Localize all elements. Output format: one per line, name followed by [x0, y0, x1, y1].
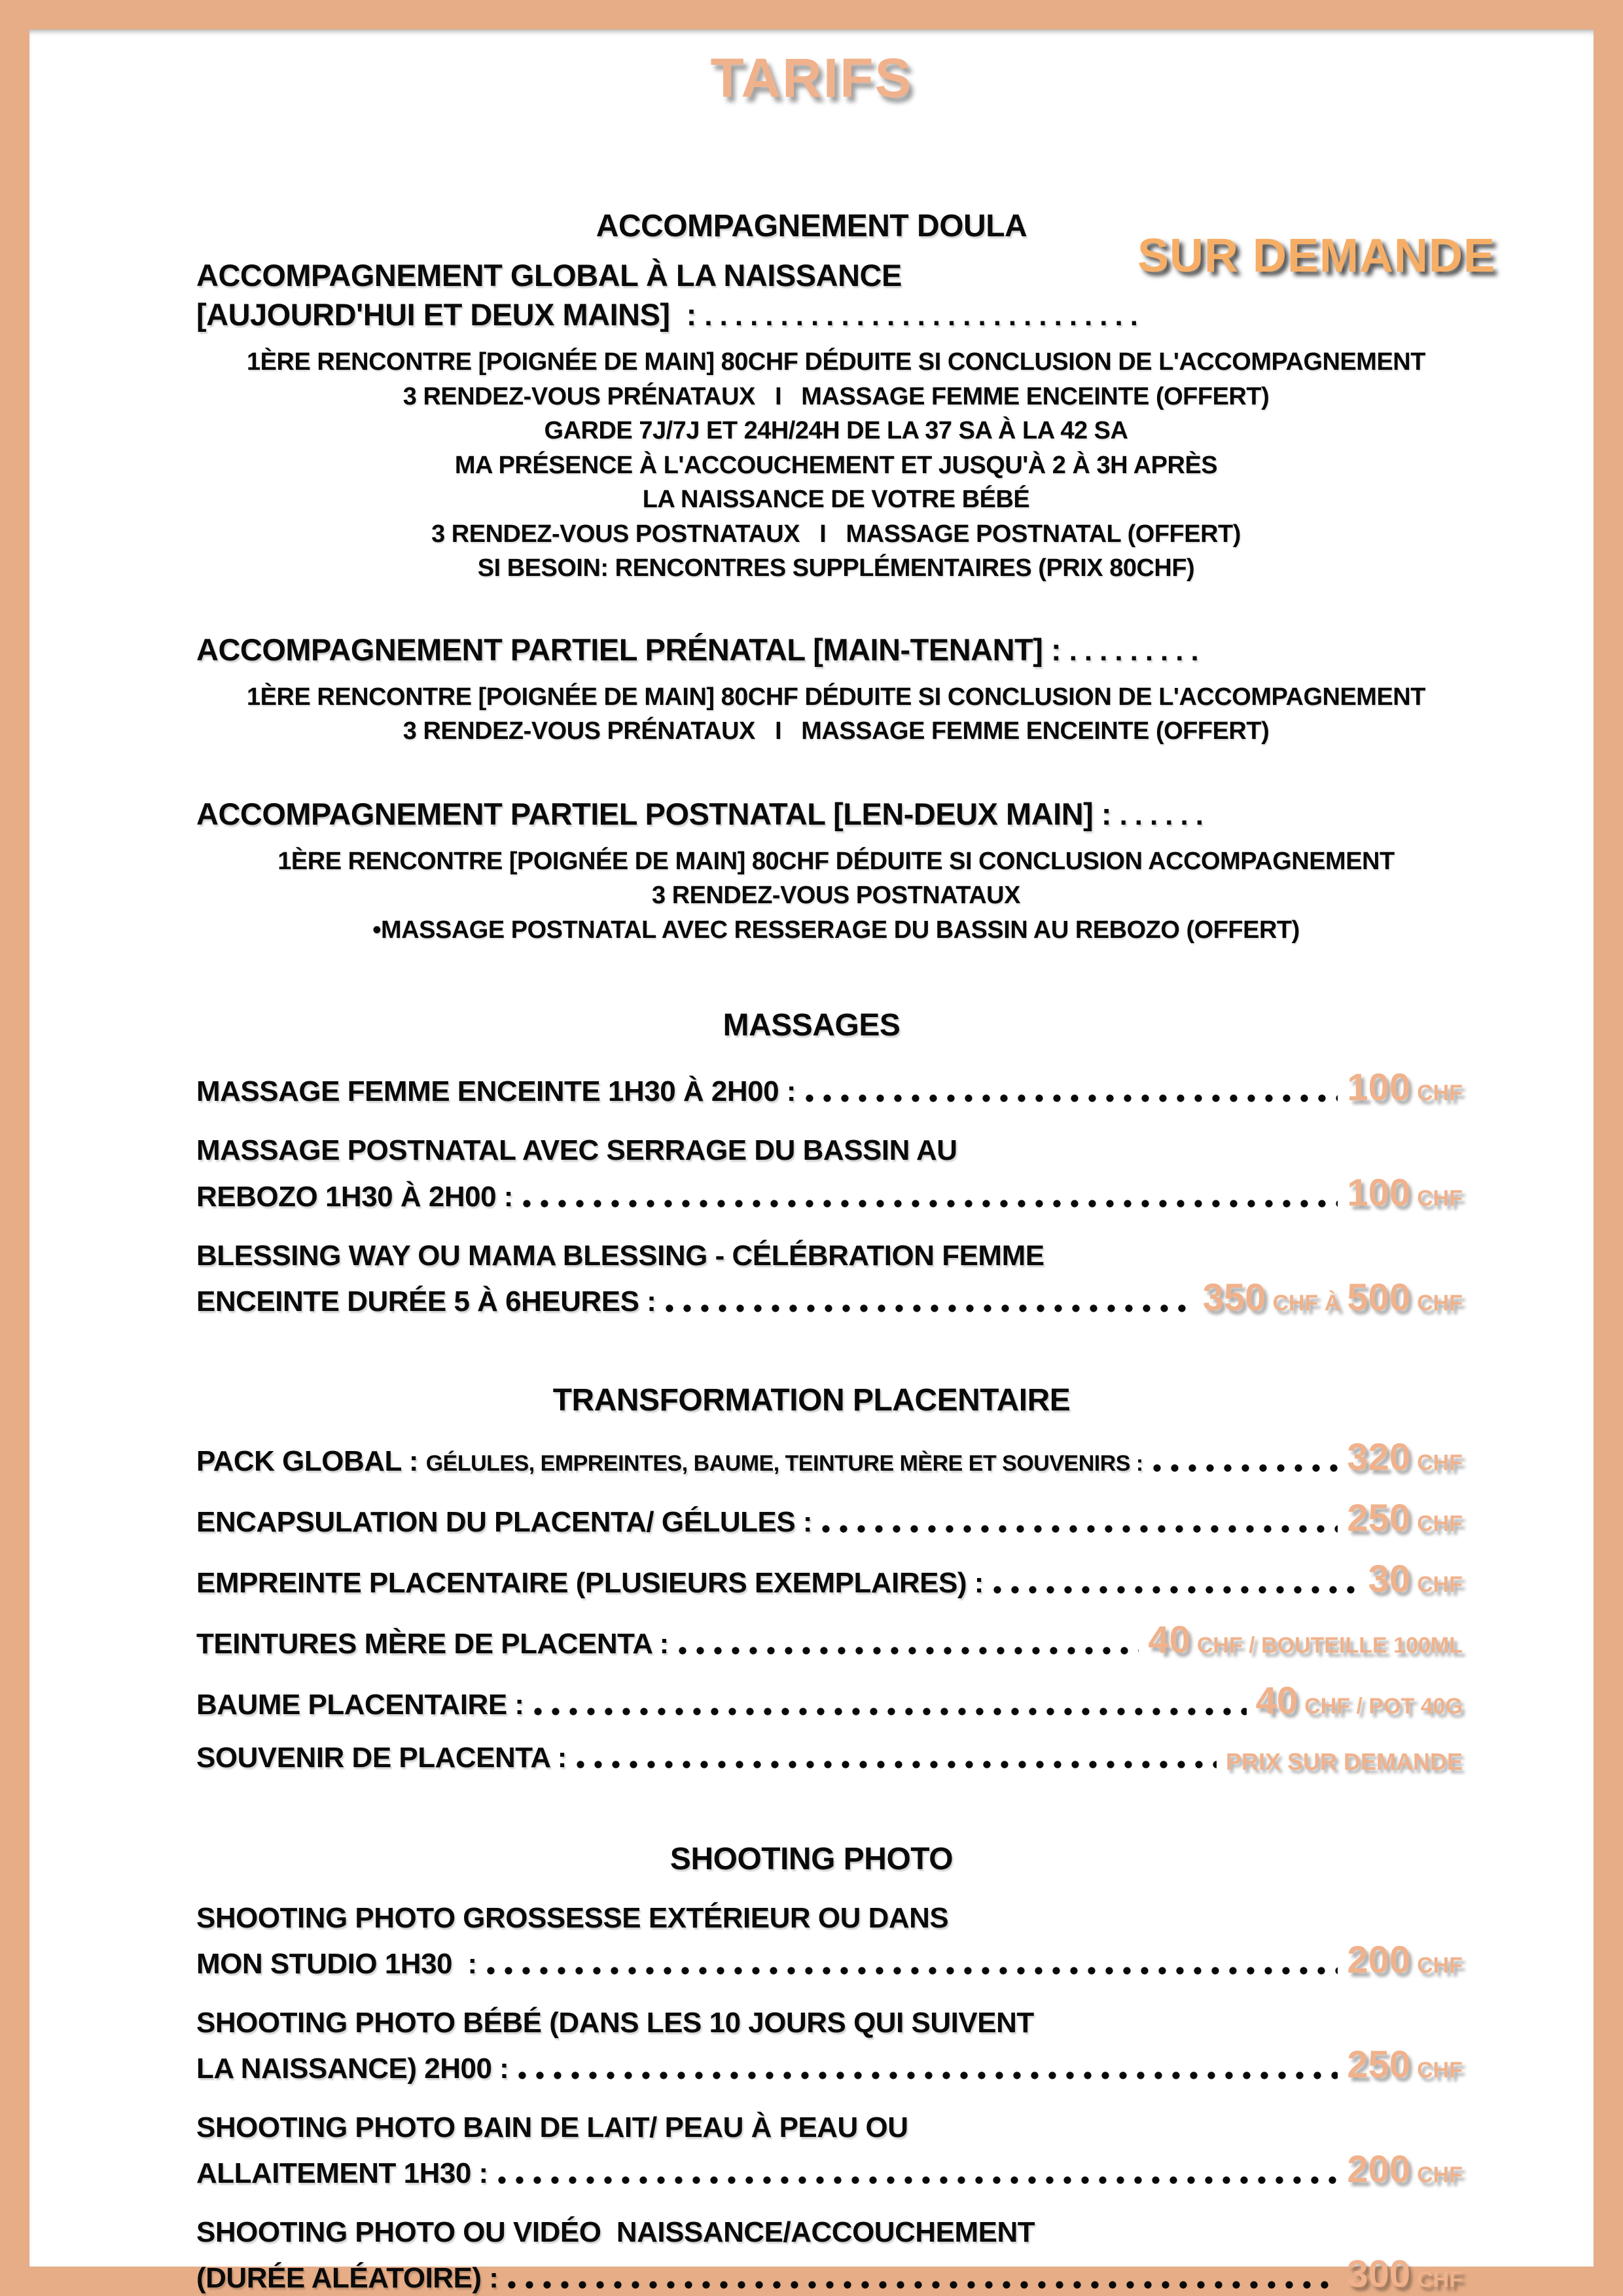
price	[1347, 2043, 1463, 2087]
price	[1347, 1435, 1463, 1479]
price-unit: CHF	[1417, 2058, 1463, 2083]
dots-leader	[486, 1966, 1338, 1975]
doula-item-details	[196, 345, 1476, 585]
dots-leader	[805, 1094, 1338, 1103]
doula-item-title-line1: ACCOMPAGNEMENT GLOBAL À LA NAISSANCE	[196, 258, 902, 293]
dots-leader	[497, 2176, 1338, 2185]
price	[1347, 2252, 1463, 2296]
price-unit: CHF	[1417, 2267, 1463, 2293]
doula-item-details	[196, 844, 1476, 947]
row-label: SOUVENIR DE PLACENTA :	[196, 1741, 567, 1774]
row-label: ALLAITEMENT 1H30 :	[196, 2157, 488, 2190]
detail-line: 1ÈRE RENCONTRE [POIGNÉE DE MAIN] 80CHF DÉDUITE SI CONCLUSION DE L'ACCOMPAGNEMENT	[247, 348, 1425, 376]
row-label: TEINTURES MÈRE DE PLACENTA :	[196, 1627, 669, 1660]
price-amount: 100	[1347, 1171, 1411, 1214]
detail-line: 1ÈRE RENCONTRE [POIGNÉE DE MAIN] 80CHF DÉDUITE SI CONCLUSION ACCOMPAGNEMENT	[277, 848, 1395, 876]
price-unit: CHF	[1417, 1952, 1463, 1978]
doula-item-title-line2	[196, 295, 1476, 334]
price	[1347, 1171, 1463, 1215]
massages-rows	[196, 1066, 1463, 1319]
on-request-badge: SUR DEMANDE	[1137, 230, 1495, 282]
detail-line: 3 RENDEZ-VOUS PRÉNATAUX I MASSAGE FEMME ENCEINTE (OFFERT)	[402, 382, 1270, 410]
row-label-line1: SHOOTING PHOTO OU VIDÉO NAISSANCE/ACCOUCHEMENT	[196, 2216, 1035, 2249]
detail-line: LA NAISSANCE DE VOTRE BÉBÉ	[642, 486, 1030, 514]
price-amount: 250	[1347, 2043, 1411, 2087]
row-label: BAUME PLACENTAIRE :	[196, 1688, 524, 1721]
price-amount: 320	[1347, 1435, 1411, 1479]
detail-line: 3 RENDEZ-VOUS POSTNATAUX	[652, 882, 1020, 910]
detail-line: GARDE 7J/7J ET 24H/24H DE LA 37 SA À LA 42 SA	[544, 417, 1128, 445]
price-row-line2	[196, 2043, 1463, 2087]
dots-leader: ......	[1119, 798, 1211, 831]
price-row-line2	[196, 1171, 1463, 1215]
price-row-line2	[196, 2252, 1463, 2296]
price	[1347, 1066, 1463, 1109]
price-amount: 40	[1255, 1679, 1298, 1722]
detail-line: SI BESOIN: RENCONTRES SUPPLÉMENTAIRES (PRIX 80CHF)	[477, 554, 1195, 583]
price	[1148, 1618, 1463, 1662]
doula-item-partiel-postnatal	[196, 795, 1476, 948]
doula-item-partiel-prenatal	[196, 630, 1476, 749]
price-amount: 200	[1347, 1938, 1411, 1981]
price	[1347, 1496, 1463, 1540]
price	[1368, 1557, 1463, 1601]
detail-line: •MASSAGE POSTNATAL AVEC RESSERAGE DU BASSIN AU REBOZO (OFFERT)	[372, 916, 1300, 944]
price	[1256, 1679, 1463, 1723]
price-unit: CHF / BOUTEILLE 100ML	[1196, 1632, 1463, 1658]
dots-leader	[533, 1707, 1247, 1716]
price-row-souvenir	[196, 1740, 1463, 1776]
row-label-line1: SHOOTING PHOTO GROSSESSE EXTÉRIEUR OU DANS	[196, 1901, 949, 1934]
detail-line: 3 RENDEZ-VOUS PRÉNATAUX I MASSAGE FEMME ENCEINTE (OFFERT)	[402, 717, 1270, 745]
row-label: (DURÉE ALÉATOIRE) :	[196, 2262, 499, 2295]
dots-leader: .........	[1069, 634, 1206, 667]
shooting-rows	[196, 1899, 1463, 2296]
price-amount-2: 500	[1347, 1276, 1411, 1319]
price-unit: CHF À	[1272, 1290, 1341, 1316]
doula-item-title-text: ACCOMPAGNEMENT PARTIEL PRÉNATAL [MAIN-TENANT] :	[196, 632, 1069, 667]
dots-leader	[678, 1646, 1139, 1655]
price-row-shooting-naissance	[196, 2214, 1463, 2296]
row-label-small: GÉLULES, EMPREINTES, BAUME, TEINTURE MÈRE ET SOUVENIRS :	[425, 1450, 1143, 1476]
price-amount: 200	[1347, 2148, 1411, 2191]
price-row-teintures	[196, 1618, 1463, 1662]
price-unit: CHF / POT 40G	[1304, 1693, 1463, 1719]
row-label: PACK GLOBAL :	[196, 1444, 426, 1477]
price-amount: 350	[1202, 1276, 1266, 1319]
price-row-blessing-way	[196, 1237, 1463, 1319]
doula-item-title	[196, 795, 1476, 834]
price-amount: 40	[1148, 1618, 1190, 1661]
flyer-content-area	[29, 29, 1594, 2296]
doula-item-title	[196, 630, 1476, 670]
price	[1347, 1938, 1463, 1982]
dots-leader	[1152, 1463, 1338, 1473]
row-label-line1: MASSAGE POSTNATAL AVEC SERRAGE DU BASSIN AU	[196, 1134, 957, 1167]
price-row-shooting-bain-de-lait	[196, 2109, 1463, 2191]
detail-line: 1ÈRE RENCONTRE [POIGNÉE DE MAIN] 80CHF DÉDUITE SI CONCLUSION DE L'ACCOMPAGNEMENT	[247, 683, 1425, 711]
dots-leader	[507, 2280, 1338, 2289]
doula-item-title-line2-text: [AUJOURD'HUI ET DEUX MAINS] :	[196, 297, 705, 332]
row-label-line1: SHOOTING PHOTO BÉBÉ (DANS LES 10 JOURS QUI SUIVENT	[196, 2006, 1034, 2039]
price-on-request: PRIX SUR DEMANDE	[1225, 1748, 1463, 1775]
price-row-line2	[196, 1938, 1463, 1982]
row-label: LA NAISSANCE) 2H00 :	[196, 2053, 509, 2085]
price-row-line2	[196, 1276, 1463, 1319]
price-row-encapsulation	[196, 1496, 1463, 1540]
row-label: ENCEINTE DURÉE 5 À 6HEURES :	[196, 1285, 656, 1318]
dots-leader	[993, 1585, 1359, 1594]
price-row-shooting-grossesse	[196, 1899, 1463, 1982]
detail-line: MA PRÉSENCE À L'ACCOUCHEMENT ET JUSQU'À 2 À 3H APRÈS	[454, 451, 1218, 479]
price-row-massage-enceinte	[196, 1066, 1463, 1109]
price-unit-2: CHF	[1417, 1290, 1463, 1316]
section-heading-shooting: SHOOTING PHOTO	[669, 1841, 954, 1876]
dots-leader	[821, 1524, 1338, 1534]
doula-item-details	[196, 680, 1476, 749]
price-row-line2	[196, 2147, 1463, 2191]
page-title: TARIFS	[710, 47, 913, 109]
doula-item-global	[196, 256, 1476, 586]
price-unit: CHF	[1417, 2162, 1463, 2188]
row-label-line1: BLESSING WAY OU MAMA BLESSING - CÉLÉBRATION FEMME	[196, 1239, 1044, 1272]
row-label: MON STUDIO 1H30 :	[196, 1947, 477, 1980]
row-label-line1: SHOOTING PHOTO BAIN DE LAIT/ PEAU À PEAU OU	[196, 2111, 908, 2144]
row-label: EMPREINTE PLACENTAIRE (PLUSIEURS EXEMPLAIRES) :	[196, 1566, 984, 1599]
row-label: REBOZO 1H30 À 2H00 :	[196, 1180, 513, 1213]
price-row-shooting-bebe	[196, 2004, 1463, 2087]
section-heading-placenta: TRANSFORMATION PLACENTAIRE	[552, 1382, 1071, 1418]
price-row-baume	[196, 1679, 1463, 1723]
price-range	[1203, 1276, 1463, 1319]
dots-leader: .............................	[704, 300, 1145, 332]
price-unit: CHF	[1417, 1511, 1463, 1536]
price-unit: CHF	[1417, 1185, 1463, 1211]
section-heading-massages: MASSAGES	[722, 1008, 901, 1043]
price-unit: CHF	[1417, 1571, 1463, 1597]
price-amount: 30	[1368, 1557, 1411, 1600]
row-label: ENCAPSULATION DU PLACENTA/ GÉLULES :	[196, 1505, 813, 1538]
placenta-rows	[196, 1435, 1463, 1776]
price-amount: 300	[1347, 2253, 1411, 2296]
row-label: MASSAGE FEMME ENCEINTE 1H30 À 2H00 :	[196, 1075, 796, 1108]
dots-leader	[665, 1304, 1193, 1313]
price-row-massage-postnatal	[196, 1132, 1463, 1214]
section-heading-doula: ACCOMPAGNEMENT DOULA	[596, 209, 1027, 243]
dots-leader	[518, 2071, 1338, 2080]
dots-leader	[576, 1760, 1217, 1769]
price-unit: CHF	[1417, 1081, 1463, 1106]
price-row-pack-global	[196, 1435, 1463, 1479]
price-row-empreinte	[196, 1557, 1463, 1601]
price-amount: 100	[1347, 1066, 1411, 1109]
price-unit: CHF	[1417, 1450, 1463, 1475]
doula-item-title-text: ACCOMPAGNEMENT PARTIEL POSTNATAL [LEN-DEUX MAIN] :	[196, 796, 1120, 831]
price-amount: 250	[1347, 1496, 1411, 1539]
price	[1347, 2147, 1463, 2191]
detail-line: 3 RENDEZ-VOUS POSTNATAUX I MASSAGE POSTNATAL (OFFERT)	[431, 520, 1241, 548]
dots-leader	[522, 1199, 1338, 1208]
